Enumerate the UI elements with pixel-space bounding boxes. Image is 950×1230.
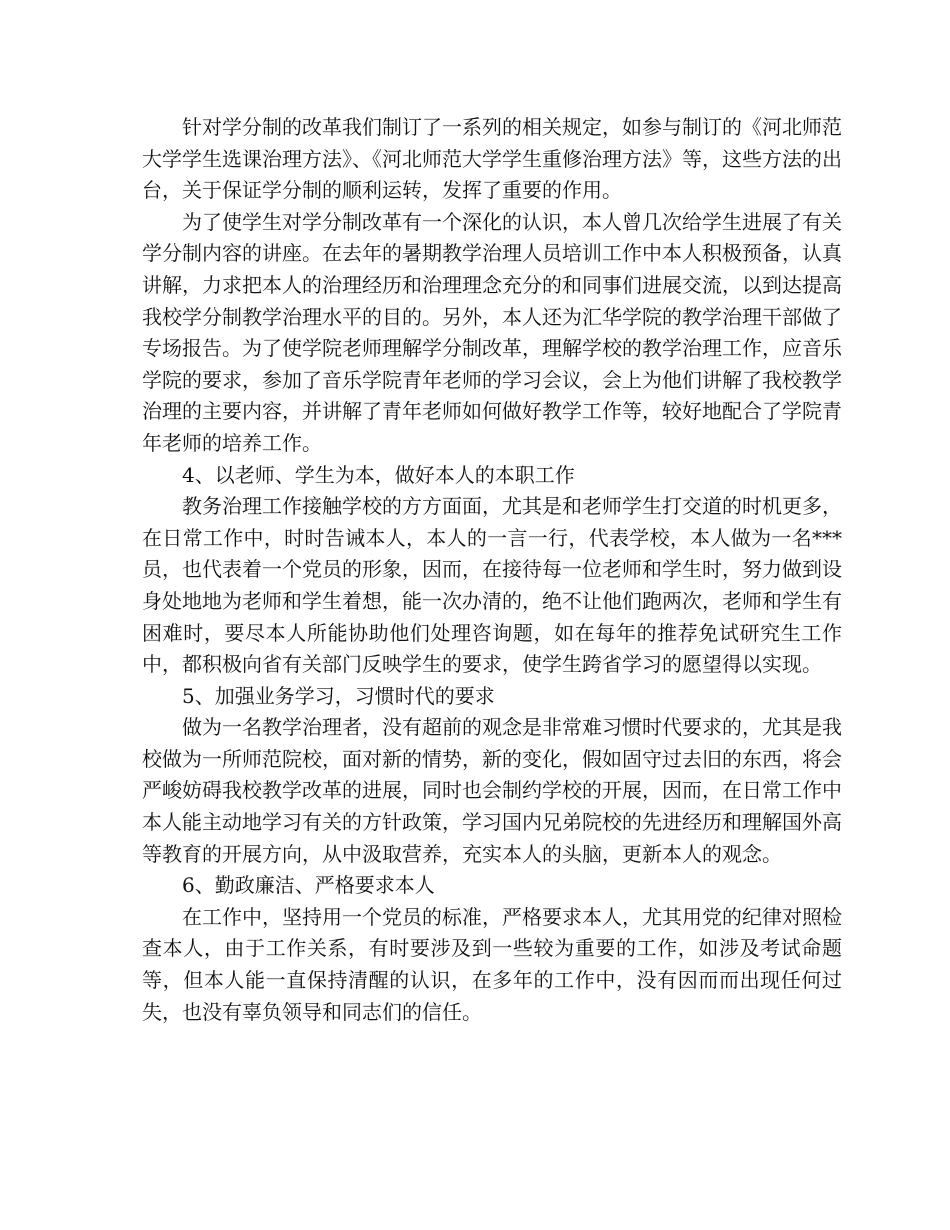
paragraph-integrity: 在工作中，坚持用一个党员的标准，严格要求本人，尤其用党的纪律对照检查本人，由于工作关系，有时要涉及到一些较为重要的工作，如涉及考试命题等，但本人能一直保持清醒的认识，在多年的工作中，没有因而而出现任何过失，也没有辜负领导和同志们的信任。 xyxy=(142,904,842,1024)
paragraph-lectures-training: 为了使学生对学分制改革有一个深化的认识，本人曾几次给学生进展了有关学分制内容的讲座。在去年的暑期教学治理人员培训工作中本人积极预备，认真讲解，力求把本人的治理经历和治理理念充分的和同事们进展交流，以到达提高我校学分制教学治理水平的目的。另外，本人还为汇华学院的教学治理干部做了专场报告。为了使学院老师理解学分制改革，理解学校的教学治理工作，应音乐学院的要求，参加了音乐学院青年老师的学习会议，会上为他们讲解了我校教学治理的主要内容，并讲解了青年老师如何做好教学工作等，较好地配合了学院青年老师的培养工作。 xyxy=(142,209,842,455)
section-heading-6: 6、勤政廉洁、严格要求本人 xyxy=(182,873,435,898)
paragraph-course-regulations: 针对学分制的改革我们制订了一系列的相关规定，如参与制订的《河北师范大学学生选课治理方法》、《河北师范大学学生重修治理方法》等，这些方法的出台，关于保证学分制的顺利运转，发挥了重要的作用。 xyxy=(142,115,842,203)
section-heading-4: 4、以老师、学生为本，做好本人的本职工作 xyxy=(182,462,575,487)
paragraph-teacher-student-service: 教务治理工作接触学校的方方面面，尤其是和老师学生打交道的时机更多，在日常工作中，时时告诫本人，本人的一言一行，代表学校，本人做为一名***员，也代表着一个党员的形象，因而，在接待每一位老师和学生时，努力做到设身处地地为老师和学生着想，能一次办清的，绝不让他们跑两次，老师和学生有困难时，要尽本人所能协助他们处理咨询题，如在每年的推荐免试研究生工作中，都积极向省有关部门反映学生的要求，使学生跨省学习的愿望得以实现。 xyxy=(142,494,842,677)
section-heading-5: 5、加强业务学习，习惯时代的要求 xyxy=(182,683,495,708)
document-body xyxy=(142,112,842,1028)
paragraph-business-study: 做为一名教学治理者，没有超前的观念是非常难习惯时代要求的，尤其是我校做为一所师范院校，面对新的情势，新的变化，假如固守过去旧的东西，将会严峻妨碍我校教学改革的进展，同时也会制约学校的开展，因而，在日常工作中本人能主动地学习有关的方针政策，学习国内兄弟院校的先进经历和理解国外高等教育的开展方向，从中汲取营养，充实本人的头脑，更新本人的观念。 xyxy=(142,715,842,866)
